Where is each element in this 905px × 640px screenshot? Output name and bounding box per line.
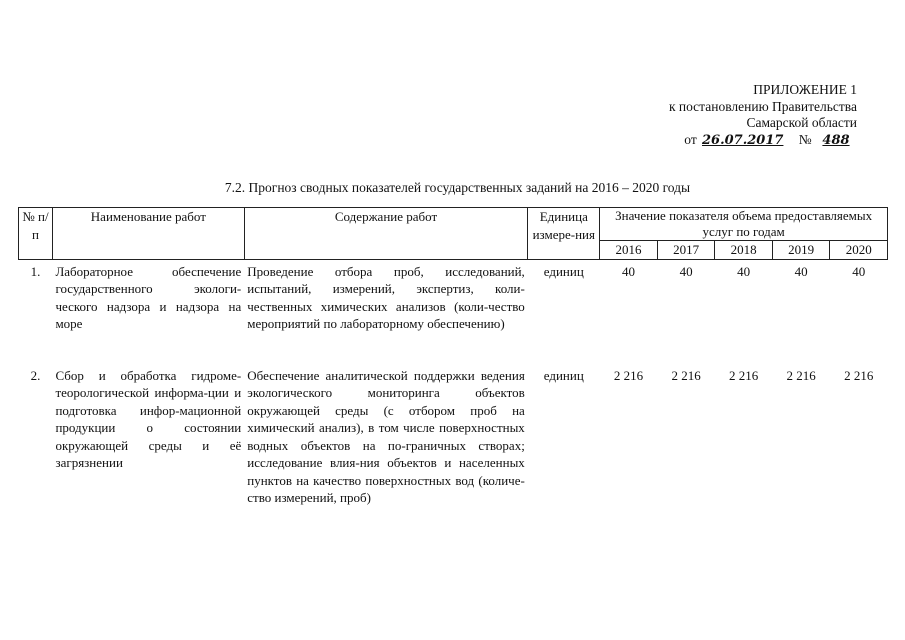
annex-decree-line (617, 132, 857, 150)
unit-cell: единиц (543, 367, 584, 383)
decree-number-label: № (798, 131, 812, 147)
value-2020: 40 (852, 263, 866, 279)
work-name: Лабораторное обеспечение государственного экологи-ческого надзора и надзора на море (55, 263, 242, 331)
header-year: 2018 (715, 241, 773, 260)
work-content: Обеспечение аналитической поддержки ведения экологического мониторинга объектов окружающей среды (с отбором проб на химический анализ), в том числе поверхностных водных объектов на по-граничных створах; исследование влия-ния объектов и населенных пунктов на качество поверхностных вод (количе-ство измерений, проб) (247, 367, 525, 505)
header-unit: Единица измере-ния (528, 208, 600, 260)
decree-date-handwritten: 26.07.2017 (702, 132, 784, 148)
header-year: 2016 (600, 241, 658, 260)
value-2019: 2 216 (786, 367, 816, 383)
table-row (19, 259, 888, 363)
header-year: 2020 (830, 241, 888, 260)
value-2019: 40 (794, 263, 808, 279)
decree-number-handwritten: 488 (822, 132, 850, 148)
annex-region-line: Самарской области (746, 115, 857, 130)
decree-from-label: от (684, 131, 697, 147)
value-2017: 2 216 (671, 367, 701, 383)
annex-block (617, 82, 857, 149)
header-name: Наименование работ (52, 208, 244, 260)
header-year: 2019 (772, 241, 830, 260)
header-year: 2017 (657, 241, 715, 260)
value-2016: 40 (622, 263, 636, 279)
value-2020: 2 216 (844, 367, 874, 383)
header-content: Содержание работ (244, 208, 528, 260)
header-num: № п/п (19, 208, 53, 260)
value-2016: 2 216 (613, 367, 644, 383)
value-2018: 2 216 (728, 367, 759, 383)
table-row (19, 363, 888, 507)
annex-resolution-line: к постановлению Правительства (668, 98, 857, 114)
value-2018: 40 (737, 263, 751, 279)
work-content: Проведение отбора проб, исследований, испытаний, измерений, экспертиз, коли-чественных химических анализов (коли-чество мероприятий по лабораторному обеспечению) (247, 263, 525, 331)
annex-title: ПРИЛОЖЕНИЕ 1 (753, 82, 857, 97)
row-number: 1. (30, 263, 41, 279)
value-2017: 40 (679, 263, 693, 279)
unit-cell: единиц (543, 263, 584, 279)
row-number: 2. (30, 367, 41, 383)
work-name: Сбор и обработка гидроме-теорологической информа-ции и подготовка инфор-мационной продукции о состоянии окружающей среды и её загрязнении (55, 367, 242, 470)
header-value-group: Значение показателя объема предоставляемых услуг по годам (600, 208, 888, 241)
indicators-table (18, 207, 888, 507)
table-title: 7.2. Прогноз сводных показателей государственных заданий на 2016 – 2020 годы (224, 180, 691, 195)
